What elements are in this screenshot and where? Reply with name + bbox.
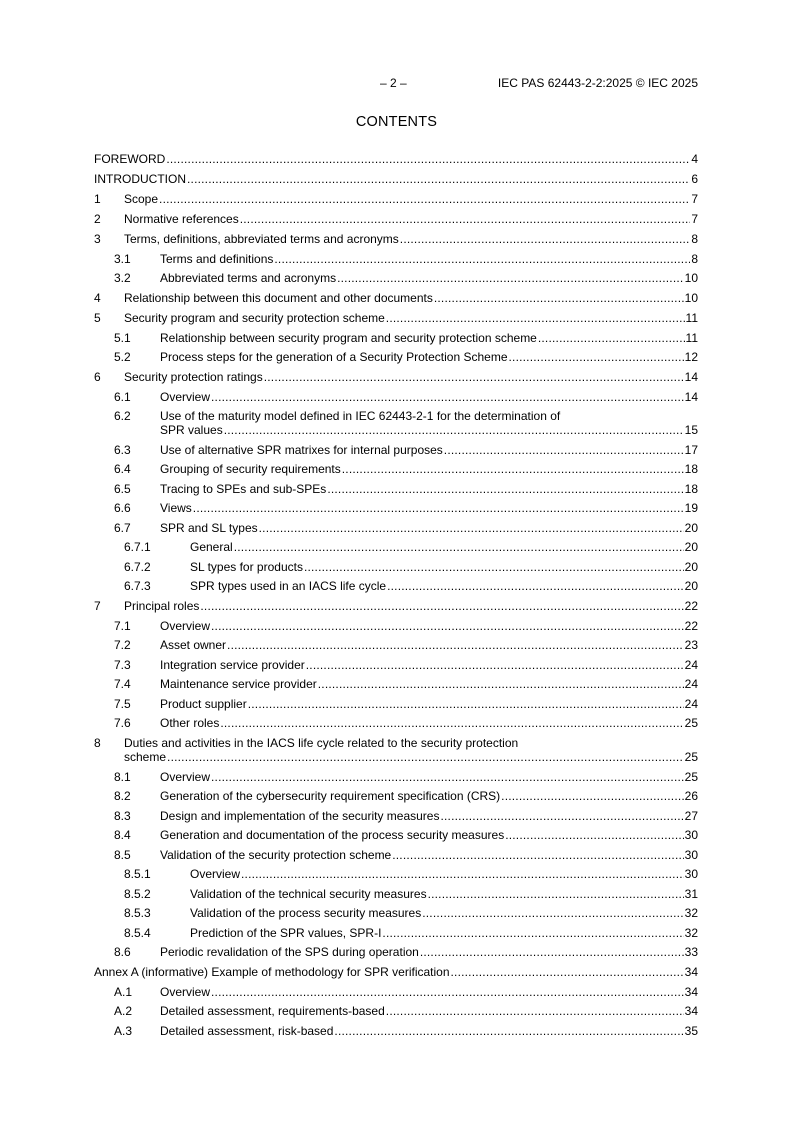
toc-entry-page: 20 [684,540,698,554]
toc-entry-title-first-line: Duties and activities in the IACS life cycle related to the security protection [124,736,519,750]
toc-entry-page: 11 [685,311,698,325]
toc-entry-page: 20 [684,520,698,535]
toc-entry-number: 7.5 [114,696,131,711]
toc-entry-page: 25 [684,716,698,730]
toc-entry-number: 8.5.4 [124,925,151,940]
toc-entry-page: 15 [684,423,698,437]
toc-leader-dots [227,638,684,652]
toc-entry-number: 4 [94,291,101,305]
toc-entry-number: 8.4 [114,828,131,842]
toc-entry-title: Abbreviated terms and acronyms [160,271,337,285]
toc-entry[interactable] [94,404,698,438]
toc-entry-title: Other roles [160,716,220,730]
toc-entry-number: 5 [94,311,101,325]
toc-entry-title: Prediction of the SPR values, SPR-I [190,925,382,940]
toc-leader-dots [259,521,684,535]
toc-entry-title: Annex A (informative) Example of methodology for SPR verification [94,965,450,979]
page-header [380,76,698,92]
toc-entry-number: 6.4 [114,462,131,476]
toc-leader-dots [422,906,683,920]
toc-entry-title: SPR and SL types [160,520,258,535]
toc-entry-number: 3 [94,232,101,246]
toc-entry-title: Normative references [124,212,239,226]
toc-entry-number: 8.2 [114,789,131,803]
toc-leader-dots [211,619,684,633]
toc-entry-title: Terms, definitions, abbreviated terms and acronyms [124,232,399,246]
toc-entry-title: INTRODUCTION [94,172,186,186]
toc-entry-title: Relationship between security program and security protection scheme [160,330,537,345]
toc-entry-number: 7.2 [114,638,131,652]
toc-entry-page: 8 [691,251,698,266]
toc-entry-number: 5.2 [114,350,131,364]
toc-entry-title: Validation of the security protection scheme [160,847,392,862]
toc-entry[interactable] [94,881,698,901]
toc-entry-number: 7 [94,599,101,613]
toc-entry-page: 34 [684,965,698,979]
toc-entry-page: 6 [691,172,698,186]
toc-entry[interactable] [94,999,698,1019]
toc-entry-title: Overview [160,618,211,633]
toc-entry-page: 30 [684,847,698,862]
toc-entry-title: Detailed assessment, requirements-based [160,1004,385,1018]
toc-entry[interactable] [94,345,698,365]
toc-entry-page: 12 [684,350,698,364]
toc-entry-page: 20 [684,559,698,574]
toc-entry-number: 6.7.2 [124,559,151,574]
toc-entry-page: 7 [691,212,698,226]
toc-entry-page: 25 [684,769,698,784]
toc-leader-dots [509,350,684,364]
toc-entry-number: 6.3 [114,442,131,457]
toc-entry[interactable] [94,730,698,764]
toc-leader-dots [386,311,685,325]
toc-leader-dots [241,867,684,881]
toc-leader-dots [505,828,683,842]
toc-entry[interactable] [94,384,698,404]
toc-leader-dots [501,789,683,803]
toc-entry-number: 8.6 [114,945,131,959]
toc-entry-page: 30 [684,828,698,842]
toc-entry-title: FOREWORD [94,152,166,166]
toc-leader-dots [306,658,684,672]
toc-entry-title: Generation and documentation of the process security measures [160,828,505,842]
toc-leader-dots [337,271,684,285]
toc-entry[interactable] [94,940,698,960]
toc-entry-number: 7.1 [114,618,131,633]
toc-entry-number: A.1 [114,984,133,999]
toc-entry[interactable] [94,305,698,325]
toc-entry-number: 8.5.3 [124,906,151,920]
toc-entry-title: Design and implementation of the security measures [160,808,440,823]
toc-entry-title: Grouping of security requirements [160,462,341,476]
toc-entry-page: 33 [684,945,698,959]
toc-entry-title: Validation of the technical security measures [190,886,427,901]
toc-leader-dots [538,331,685,345]
toc-entry[interactable] [94,959,698,979]
toc-entry-number: A.2 [114,1004,133,1018]
toc-leader-dots [274,252,690,266]
toc-entry[interactable] [94,574,698,594]
toc-leader-dots [318,677,684,691]
toc-entry[interactable] [94,186,698,206]
toc-leader-dots [451,965,684,979]
toc-entry-number: 6.7.1 [124,540,151,554]
toc-entry-number: 7.3 [114,657,131,672]
toc-entry[interactable] [94,496,698,516]
toc-entry-title: Overview [160,769,211,784]
toc-entry[interactable] [94,691,698,711]
toc-entry-title: Integration service provider [160,657,305,672]
toc-entry[interactable] [94,803,698,823]
toc-entry-title: Principal roles [124,599,200,613]
toc-entry[interactable] [94,535,698,555]
toc-entry-page: 11 [685,330,698,345]
toc-entry-number: 6.5 [114,481,131,496]
toc-entry-number: 1 [94,192,101,206]
toc-entry-title-first-line: Use of the maturity model defined in IEC 62443-2-1 for the determination of [160,409,561,423]
toc-entry[interactable] [94,979,698,999]
toc-leader-dots [428,887,684,901]
toc-entry-page: 32 [684,925,698,940]
toc-leader-dots [387,579,684,593]
toc-entry-page: 30 [684,867,698,881]
toc-entry[interactable] [94,515,698,535]
toc-entry[interactable] [94,593,698,613]
toc-leader-dots [440,809,683,823]
toc-entry-number: 2 [94,212,101,226]
toc-entry[interactable] [94,711,698,731]
toc-leader-dots [200,599,683,613]
toc-entry-title: Use of alternative SPR matrixes for internal purposes [160,442,443,457]
toc-entry[interactable] [94,476,698,496]
toc-leader-dots [234,540,684,554]
toc-leader-dots [334,1024,683,1038]
toc-leader-dots [159,192,690,206]
toc-entry-title: Tracing to SPEs and sub-SPEs [160,481,327,496]
toc-entry-page: 23 [684,638,698,652]
toc-leader-dots [248,697,684,711]
toc-entry-number: 8.3 [114,808,131,823]
toc-leader-dots [211,770,684,784]
toc-entry[interactable] [94,652,698,672]
toc-entry[interactable] [94,784,698,804]
toc-entry-page: 10 [684,271,698,285]
toc-entry-number: 6.2 [114,409,131,423]
toc-leader-dots [264,370,684,384]
toc-entry-page: 4 [691,152,698,166]
toc-entry-title: SPR types used in an IACS life cycle [190,579,387,593]
toc-entry-number: 6.1 [114,389,131,404]
table-of-contents [94,146,698,1038]
toc-entry-title: Process steps for the generation of a Security Protection Scheme [160,350,508,364]
toc-entry-page: 24 [684,657,698,672]
toc-entry-number: 8 [94,736,101,750]
toc-entry-title: Overview [160,984,211,999]
toc-entry-title: Maintenance service provider [160,677,317,691]
toc-entry[interactable] [94,325,698,345]
toc-entry-page: 18 [684,462,698,476]
toc-entry-title: Product supplier [160,696,247,711]
toc-entry-page: 34 [684,1004,698,1018]
toc-entry[interactable] [94,672,698,692]
toc-entry-page: 24 [684,696,698,711]
toc-leader-dots [304,560,684,574]
toc-leader-dots [193,501,684,515]
toc-leader-dots [187,172,690,186]
toc-leader-dots [444,443,684,457]
toc-entry[interactable] [94,901,698,921]
toc-leader-dots [166,152,690,166]
toc-leader-dots [327,482,683,496]
toc-entry[interactable] [94,266,698,286]
toc-entry[interactable] [94,1018,698,1038]
toc-entry-title: General [190,540,233,554]
toc-entry-title: Overview [190,867,241,881]
toc-entry[interactable] [94,613,698,633]
toc-leader-dots [342,462,684,476]
toc-entry-page: 14 [684,389,698,404]
toc-leader-dots [382,926,683,940]
toc-entry-number: 6.7.3 [124,579,151,593]
toc-leader-dots [220,716,683,730]
toc-entry-title: Security program and security protection scheme [124,311,385,325]
toc-entry[interactable] [94,457,698,477]
toc-entry-number: 8.5.1 [124,867,151,881]
toc-entry[interactable] [94,920,698,940]
toc-entry-title: SPR values [160,423,223,437]
toc-entry-title: Scope [124,192,159,206]
toc-leader-dots [386,1004,684,1018]
toc-entry[interactable] [94,146,698,166]
toc-entry-page: 14 [684,370,698,384]
toc-leader-dots [211,985,684,999]
toc-leader-dots [400,232,691,246]
toc-entry-number: 3.2 [114,271,131,285]
toc-entry-page: 17 [684,442,698,457]
toc-entry[interactable] [94,364,698,384]
toc-leader-dots [167,750,684,764]
toc-leader-dots [392,848,683,862]
toc-entry-number: 7.6 [114,716,131,730]
toc-entry-page: 8 [691,232,698,246]
toc-entry-title: Validation of the process security measures [190,906,422,920]
toc-entry-page: 22 [684,618,698,633]
toc-entry[interactable] [94,764,698,784]
toc-entry-page: 31 [684,886,698,901]
toc-entry-number: 3.1 [114,251,131,266]
toc-entry-number: A.3 [114,1023,133,1038]
toc-entry[interactable] [94,633,698,653]
toc-entry-number: 8.1 [114,769,131,784]
toc-entry[interactable] [94,285,698,305]
toc-entry-page: 18 [684,481,698,496]
toc-leader-dots [240,212,691,226]
toc-entry[interactable] [94,226,698,246]
toc-entry-title: scheme [124,750,167,764]
toc-entry[interactable] [94,554,698,574]
toc-entry-page: 35 [684,1023,698,1038]
toc-entry-title: Views [160,501,192,515]
toc-entry-number: 5.1 [114,330,131,345]
toc-entry[interactable] [94,166,698,186]
toc-leader-dots [224,423,684,437]
toc-entry-title: Terms and definitions [160,251,274,266]
page-number: – 2 – [380,76,407,90]
toc-entry-number: 6.6 [114,501,131,515]
toc-entry[interactable] [94,823,698,843]
toc-entry-page: 27 [684,808,698,823]
toc-entry-title: Security protection ratings [124,370,263,384]
toc-entry-number: 8.5 [114,847,131,862]
toc-entry[interactable] [94,842,698,862]
toc-entry-page: 24 [684,677,698,691]
toc-entry-title: Generation of the cybersecurity requirement specification (CRS) [160,789,501,803]
toc-entry[interactable] [94,206,698,226]
toc-entry[interactable] [94,862,698,882]
toc-leader-dots [420,945,684,959]
toc-entry-page: 22 [684,599,698,613]
toc-entry-page: 32 [684,906,698,920]
toc-entry-title: Relationship between this document and other documents [124,291,433,305]
toc-entry-title: Detailed assessment, risk-based [160,1023,334,1038]
toc-entry-title: SL types for products [190,559,303,574]
toc-entry-page: 7 [691,192,698,206]
document-reference: IEC PAS 62443-2-2:2025 © IEC 2025 [497,76,698,90]
toc-leader-dots [434,291,684,305]
toc-entry[interactable] [94,246,698,266]
toc-entry-page: 10 [684,291,698,305]
toc-entry-number: 7.4 [114,677,131,691]
toc-entry-page: 26 [684,789,698,803]
toc-leader-dots [211,390,684,404]
toc-entry-title: Periodic revalidation of the SPS during operation [160,945,419,959]
toc-entry-page: 19 [684,501,698,515]
toc-entry-number: 8.5.2 [124,886,151,901]
contents-title: CONTENTS [355,114,438,130]
toc-entry-page: 20 [684,579,698,593]
toc-entry-page: 25 [684,750,698,764]
toc-entry-page: 34 [684,984,698,999]
toc-entry-number: 6 [94,370,101,384]
toc-entry-title: Overview [160,389,211,404]
toc-entry-number: 6.7 [114,520,131,535]
toc-entry-title: Asset owner [160,638,227,652]
toc-entry[interactable] [94,437,698,457]
